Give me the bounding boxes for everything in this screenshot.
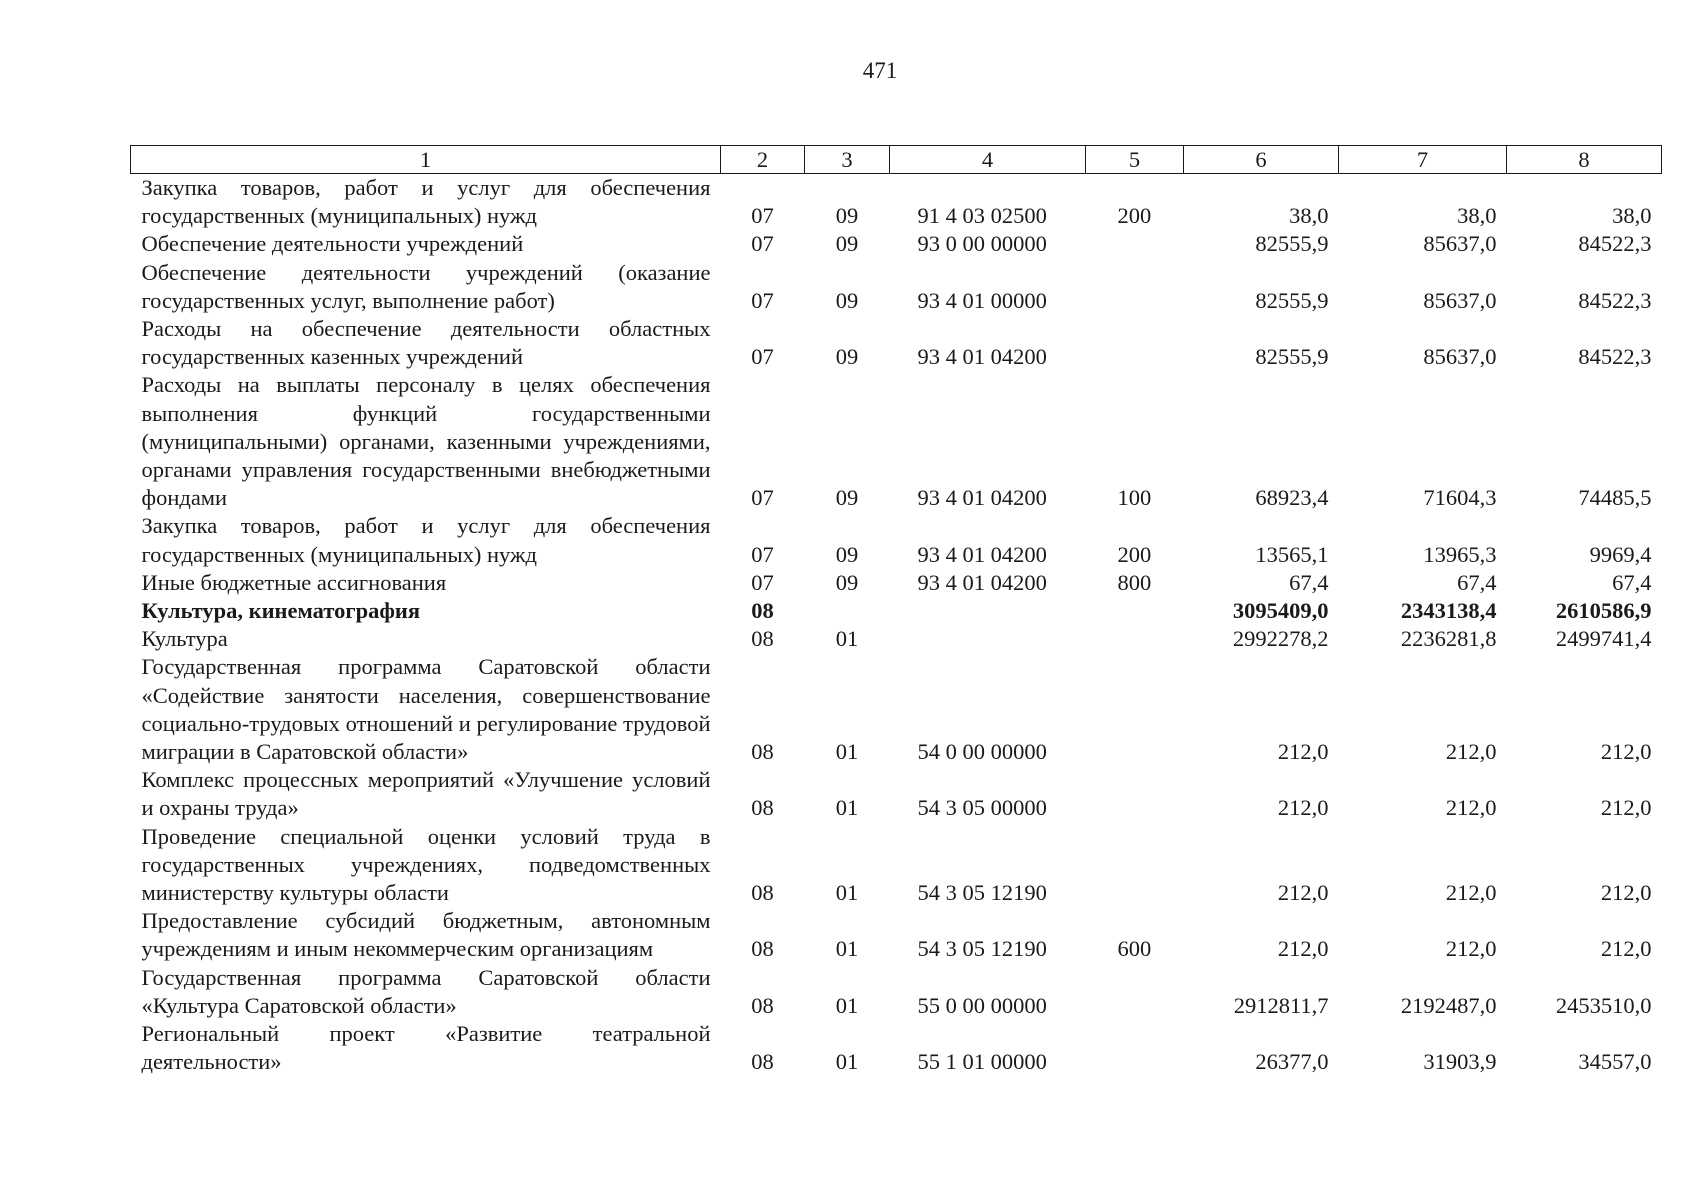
subsection-code: 09 [835,485,859,511]
item-name: Государственная программа Саратовской области «Культура Саратовской области» [141,964,711,1018]
amount-col-6: 26377,0 [1255,1049,1329,1075]
subsection-code: 09 [835,344,859,370]
subsection-code: 01 [835,1049,859,1075]
amount-col-8: 67,4 [1612,569,1652,595]
amount-col-8: 212,0 [1600,739,1652,765]
target-article-code: 55 0 00 00000 [917,992,1047,1018]
expense-type-code [1086,315,1184,371]
section-code: 08 [751,936,774,962]
amount-col-6: 82555,9 [1255,287,1329,313]
section-code: 08 [751,739,774,765]
amount-col-7: 67,4 [1457,569,1497,595]
header-col-6: 6 [1184,146,1339,174]
amount-col-8: 74485,5 [1578,485,1652,511]
table-row [131,597,1662,625]
target-article-code [890,625,1086,653]
table-row [131,964,1662,1020]
amount-col-7: 85637,0 [1423,344,1497,370]
amount-col-8: 212,0 [1600,795,1652,821]
section-code: 07 [751,485,774,511]
target-article-code [890,597,1086,625]
item-name: Закупка товаров, работ и услуг для обеспечения государственных (муниципальных) нужд [141,175,711,229]
section-code: 07 [751,344,774,370]
amount-col-7: 212,0 [1445,739,1497,765]
target-article-code: 93 4 01 04200 [917,344,1047,370]
header-col-1: 1 [131,146,721,174]
item-name: Обеспечение деятельности учреждений (оказание государственных услуг, выполнение работ) [141,259,711,313]
expense-type-code [1086,259,1184,315]
subsection-code: 01 [835,739,859,765]
amount-col-7: 2343138,4 [1400,598,1497,624]
amount-col-7: 212,0 [1445,880,1497,906]
header-col-7: 7 [1339,146,1507,174]
expense-type-code: 200 [1117,203,1152,229]
header-row [131,146,1662,174]
expense-type-code [1086,653,1184,766]
item-name: Обеспечение деятельности учреждений [141,231,524,257]
item-name: Культура [141,626,228,652]
item-name: Проведение специальной оценки условий труда в государственных учреждениях, подведомственных министерству культуры области [141,823,711,906]
section-code: 08 [751,795,774,821]
header-col-2: 2 [721,146,805,174]
amount-col-8: 9969,4 [1589,541,1652,567]
target-article-code: 93 4 01 00000 [917,287,1047,313]
target-article-code: 93 0 00 00000 [917,231,1047,257]
subsection-code: 01 [835,880,859,906]
amount-col-7: 212,0 [1445,936,1497,962]
section-code: 08 [751,1049,774,1075]
subsection-code: 09 [835,569,859,595]
amount-col-7: 13965,3 [1423,541,1497,567]
amount-col-7: 38,0 [1457,203,1497,229]
header-col-3: 3 [805,146,890,174]
subsection-code: 09 [835,541,859,567]
subsection-code: 09 [835,287,859,313]
target-article-code: 91 4 03 02500 [917,203,1047,229]
subsection-code [805,597,890,625]
amount-col-8: 38,0 [1612,203,1652,229]
amount-col-8: 212,0 [1600,880,1652,906]
amount-col-8: 2610586,9 [1555,598,1652,624]
amount-col-6: 82555,9 [1255,231,1329,257]
section-code: 07 [751,287,774,313]
table-body [131,174,1662,1077]
item-name: Государственная программа Саратовской области «Содействие занятости населения, совершенствование социально-трудовых отношений и регулирование трудовой миграции в Саратовской области» [141,654,711,765]
expense-type-code [1086,230,1184,258]
expense-type-code [1086,823,1184,908]
table-row [131,174,1662,231]
subsection-code: 01 [835,936,859,962]
amount-col-7: 2236281,8 [1400,626,1497,652]
amount-col-8: 84522,3 [1578,344,1652,370]
subsection-code: 01 [835,992,859,1018]
section-code: 07 [751,203,774,229]
table-row [131,625,1662,653]
table-row [131,766,1662,822]
item-name: Региональный проект «Развитие театральной деятельности» [141,1021,711,1075]
expense-type-code: 600 [1117,936,1152,962]
amount-col-8: 2453510,0 [1555,992,1652,1018]
item-name: Культура, кинематография [141,598,421,624]
target-article-code: 93 4 01 04200 [917,569,1047,595]
amount-col-7: 31903,9 [1423,1049,1497,1075]
amount-col-8: 212,0 [1600,936,1652,962]
amount-col-7: 71604,3 [1423,485,1497,511]
amount-col-8: 84522,3 [1578,231,1652,257]
section-code: 08 [751,992,774,1018]
section-code: 07 [751,541,774,567]
target-article-code: 93 4 01 04200 [917,485,1047,511]
table-row [131,259,1662,315]
table-row [131,823,1662,908]
table-row [131,230,1662,258]
amount-col-6: 67,4 [1289,569,1329,595]
budget-table [130,145,1662,1077]
subsection-code: 01 [835,795,859,821]
item-name: Предоставление субсидий бюджетным, автономным учреждениям и иным некоммерческим организациям [141,908,711,962]
expense-type-code: 200 [1117,541,1152,567]
amount-col-7: 85637,0 [1423,287,1497,313]
amount-col-8: 34557,0 [1578,1049,1652,1075]
section-code: 07 [751,231,774,257]
subsection-code: 01 [835,626,859,652]
expense-type-code: 100 [1117,485,1152,511]
section-code: 07 [751,569,774,595]
table-row [131,907,1662,963]
amount-col-7: 85637,0 [1423,231,1497,257]
amount-col-6: 212,0 [1277,880,1329,906]
item-name: Закупка товаров, работ и услуг для обеспечения государственных (муниципальных) нужд [141,513,711,567]
section-code: 08 [751,880,774,906]
table-row [131,512,1662,568]
expense-type-code [1086,597,1184,625]
table-row [131,371,1662,512]
target-article-code: 54 3 05 00000 [917,795,1047,821]
subsection-code: 09 [835,231,859,257]
target-article-code: 54 0 00 00000 [917,739,1047,765]
table-header [131,146,1662,174]
amount-col-6: 68923,4 [1255,485,1329,511]
table-row [131,315,1662,371]
item-name: Расходы на выплаты персоналу в целях обеспечения выполнения функций государственными (муниципальными) органами, казенными учреждениями, органами управления государственными внебюджетными фондами [141,372,711,511]
expense-type-code [1086,766,1184,822]
amount-col-8: 84522,3 [1578,287,1652,313]
amount-col-7: 2192487,0 [1400,992,1497,1018]
target-article-code: 55 1 01 00000 [917,1049,1047,1075]
section-code: 08 [751,626,774,652]
expense-type-code [1086,1020,1184,1076]
table-row [131,569,1662,597]
amount-col-8: 2499741,4 [1555,626,1652,652]
amount-col-6: 2992278,2 [1232,626,1329,652]
section-code: 08 [751,598,774,624]
expense-type-code [1086,964,1184,1020]
amount-col-6: 82555,9 [1255,344,1329,370]
header-col-4: 4 [890,146,1086,174]
table-row [131,1020,1662,1076]
amount-col-7: 212,0 [1445,795,1497,821]
amount-col-6: 212,0 [1277,936,1329,962]
amount-col-6: 13565,1 [1255,541,1329,567]
target-article-code: 54 3 05 12190 [917,880,1047,906]
header-col-5: 5 [1086,146,1184,174]
amount-col-6: 2912811,7 [1233,992,1329,1018]
amount-col-6: 38,0 [1289,203,1329,229]
expense-type-code [1086,625,1184,653]
item-name: Расходы на обеспечение деятельности областных государственных казенных учреждений [141,316,711,370]
item-name: Комплекс процессных мероприятий «Улучшение условий и охраны труда» [141,767,711,821]
amount-col-6: 3095409,0 [1232,598,1329,624]
table-row [131,653,1662,766]
item-name: Иные бюджетные ассигнования [141,569,447,595]
page-number: 471 [862,58,898,83]
header-col-8: 8 [1507,146,1662,174]
amount-col-6: 212,0 [1277,739,1329,765]
target-article-code: 54 3 05 12190 [917,936,1047,962]
subsection-code: 09 [835,203,859,229]
expense-type-code: 800 [1117,569,1152,595]
amount-col-6: 212,0 [1277,795,1329,821]
target-article-code: 93 4 01 04200 [917,541,1047,567]
